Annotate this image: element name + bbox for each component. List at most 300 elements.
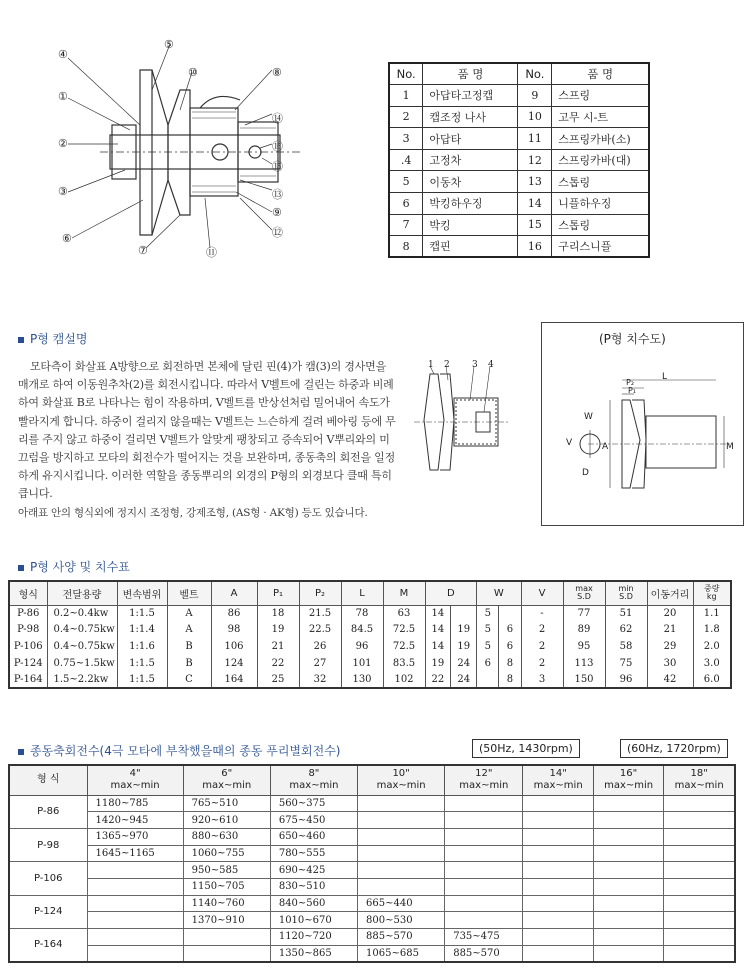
rpm-cell (523, 862, 593, 879)
rpm-cell (87, 945, 183, 962)
rpm-row (9, 895, 735, 912)
spec-cell (451, 605, 477, 622)
spec-cell: P-106 (9, 638, 47, 655)
spec-cell: B (167, 638, 211, 655)
cam-label-1: 1 (428, 360, 434, 370)
spec-cell: 21.5 (299, 605, 341, 622)
spec-cell: 72.5 (383, 622, 425, 639)
dim-label-l: L (662, 372, 668, 382)
spec-cell: 22 (257, 655, 299, 672)
spec-cell: 26 (299, 638, 341, 655)
rpm-type: P-86 (9, 795, 87, 828)
rpm-range-label: max~min (459, 780, 509, 792)
spec-table (8, 580, 732, 689)
spec-cell: P-86 (9, 605, 47, 622)
rpm-cell (445, 895, 523, 912)
spec-cell: 83.5 (383, 655, 425, 672)
spec-cell: 72.5 (383, 638, 425, 655)
spec-row (9, 622, 731, 639)
part-name: 스프링 (552, 85, 649, 107)
spec-cell: 21 (257, 638, 299, 655)
spec-cell (477, 671, 499, 688)
spec-cell: 95 (563, 638, 605, 655)
rpm-size-label: 16" (619, 768, 638, 780)
dimension-drawing (560, 370, 740, 500)
rpm-cell (445, 912, 523, 929)
spec-header: M (383, 581, 425, 605)
spec-cell: 14 (425, 605, 451, 622)
spec-cell: 62 (605, 622, 647, 639)
rpm-cell (664, 945, 735, 962)
rpm-cell (445, 862, 523, 879)
parts-header-no: No. (389, 63, 423, 85)
part-number: 2 (389, 106, 423, 128)
part-name: 캡조정 나사 (423, 106, 518, 128)
rpm-cell (593, 795, 663, 812)
spec-cell: 0.75~1.5kw (47, 655, 117, 672)
spec-cell: 1.8 (693, 622, 731, 639)
rpm-cell (593, 912, 663, 929)
rpm-cell: 1420~945 (87, 812, 183, 829)
rpm-size-label: 10" (392, 768, 410, 780)
spec-cell (499, 605, 521, 622)
rpm-cell (523, 795, 593, 812)
rpm-range-label: max~min (604, 780, 654, 792)
parts-row (389, 193, 649, 215)
part-name: 아답타고정캡 (423, 85, 518, 107)
rpm-cell: 665~440 (358, 895, 445, 912)
spec-cell: 19 (451, 638, 477, 655)
rpm-cell: 1365~970 (87, 828, 183, 845)
part-name: 스프링카바(소) (552, 128, 649, 150)
spec-cell: B (167, 655, 211, 672)
spec-cell: 1:1.5 (117, 655, 167, 672)
spec-cell: 3.0 (693, 655, 731, 672)
spec-cell: 164 (211, 671, 257, 688)
rpm-cell (523, 828, 593, 845)
parts-header-row (389, 63, 649, 85)
rpm-cell: 1060~755 (183, 845, 270, 862)
spec-cell: 75 (605, 655, 647, 672)
spec-cell: 89 (563, 622, 605, 639)
spec-cell: 86 (211, 605, 257, 622)
rpm-header-size (664, 765, 735, 795)
rpm-size-label: 14" (549, 768, 567, 780)
rpm-cell (445, 795, 523, 812)
rpm-header-size (87, 765, 183, 795)
spec-row (9, 605, 731, 622)
spec-header-row (9, 581, 731, 605)
spec-header: 전달용량 (47, 581, 117, 605)
rpm-row (9, 912, 735, 929)
rpm-cell: 920~610 (183, 812, 270, 829)
spec-cell: 101 (341, 655, 383, 672)
rpm-row (9, 795, 735, 812)
spec-cell: 51 (605, 605, 647, 622)
spec-header: 벨트 (167, 581, 211, 605)
rpm-table (8, 764, 736, 963)
spec-cell: 0.4~0.75kw (47, 622, 117, 639)
rpm-range-label: max~min (110, 780, 160, 792)
spec-cell: 6 (499, 638, 521, 655)
spec-cell: 3 (521, 671, 563, 688)
spec-cell: P-164 (9, 671, 47, 688)
rpm-cell (523, 945, 593, 962)
dim-label-d: D (582, 468, 589, 478)
part-number: 13 (518, 171, 552, 193)
part-name: 고무 시-트 (552, 106, 649, 128)
cam-section-title: P형 캠설명 (18, 330, 87, 347)
rpm-cell: 950~585 (183, 862, 270, 879)
cam-label-4: 4 (488, 360, 494, 370)
dim-label-v: V (566, 438, 573, 448)
rpm-range-label: max~min (289, 780, 339, 792)
rpm-size-label: 12" (475, 768, 493, 780)
rpm-cell (664, 795, 735, 812)
spec-cell: P-98 (9, 622, 47, 639)
spec-cell: A (167, 605, 211, 622)
callout-10: ⑩ (188, 66, 198, 79)
callout-5: ⑤ (164, 38, 174, 51)
spec-cell: - (521, 605, 563, 622)
cam-label-3: 3 (472, 360, 478, 370)
spec-row (9, 655, 731, 672)
part-name: 이동차 (423, 171, 518, 193)
parts-row (389, 85, 649, 107)
rpm-header-size (445, 765, 523, 795)
part-name: 고정차 (423, 149, 518, 171)
rpm-cell (358, 862, 445, 879)
part-number: 9 (518, 85, 552, 107)
rpm-row (9, 862, 735, 879)
callout-16: ⑯ (272, 140, 283, 153)
rpm-cell: 650~460 (270, 828, 357, 845)
spec-header: 형식 (9, 581, 47, 605)
spec-cell: 25 (257, 671, 299, 688)
rpm-cell: 885~570 (445, 945, 523, 962)
spec-cell: 20 (647, 605, 693, 622)
spec-cell: 150 (563, 671, 605, 688)
rpm-cell (593, 828, 663, 845)
parts-row (389, 214, 649, 236)
rpm-cell (87, 929, 183, 946)
spec-cell: 78 (341, 605, 383, 622)
spec-header: V (521, 581, 563, 605)
spec-cell: 6.0 (693, 671, 731, 688)
rpm-header-size (358, 765, 445, 795)
spec-cell: 19 (451, 622, 477, 639)
spec-header-min-sd: min S.D (605, 581, 647, 605)
spec-cell: C (167, 671, 211, 688)
rpm-cell: 690~425 (270, 862, 357, 879)
dimension-diagram-title: (P형 치수도) (599, 332, 666, 346)
rpm-cell: 1350~865 (270, 945, 357, 962)
part-name: 스톱링 (552, 171, 649, 193)
rpm-cell: 840~560 (270, 895, 357, 912)
rpm-cell (445, 812, 523, 829)
rpm-cell (358, 795, 445, 812)
rpm-cell: 780~555 (270, 845, 357, 862)
rpm-cell (664, 862, 735, 879)
rpm-range-label: max~min (376, 780, 426, 792)
rpm-type: P-106 (9, 862, 87, 895)
rpm-header-size (523, 765, 593, 795)
parts-row (389, 106, 649, 128)
spec-cell: 5 (477, 605, 499, 622)
parts-table (388, 62, 650, 258)
rpm-header-row (9, 765, 735, 795)
spec-cell: 1:1.6 (117, 638, 167, 655)
parts-row (389, 171, 649, 193)
spec-header: W (477, 581, 521, 605)
rpm-cell (183, 945, 270, 962)
spec-header: D (425, 581, 477, 605)
rpm-section-title: 종동축회전수(4극 모타에 부착했을때의 종동 푸리별회전수) (18, 742, 340, 759)
rpm-cell (445, 845, 523, 862)
spec-cell: 32 (299, 671, 341, 688)
rpm-cell (664, 812, 735, 829)
spec-cell: A (167, 622, 211, 639)
rpm-cell (183, 929, 270, 946)
rpm-size-label: 8" (308, 768, 320, 780)
rpm-range-label: max~min (674, 780, 724, 792)
spec-cell: 0.2~0.4kw (47, 605, 117, 622)
rpm-cell (87, 862, 183, 879)
rpm-cell: 560~375 (270, 795, 357, 812)
callout-15: ⑮ (272, 160, 283, 173)
rpm-cell (523, 878, 593, 895)
rpm-cell (593, 845, 663, 862)
spec-cell: 22.5 (299, 622, 341, 639)
spec-cell: 6 (477, 655, 499, 672)
rpm-cell: 1140~760 (183, 895, 270, 912)
rpm-cell: 885~570 (358, 929, 445, 946)
rpm-cell: 830~510 (270, 878, 357, 895)
spec-cell: 5 (477, 638, 499, 655)
spec-header: P₂ (299, 581, 341, 605)
spec-cell: 2 (521, 655, 563, 672)
rpm-cell: 880~630 (183, 828, 270, 845)
dim-label-a: A (602, 442, 609, 452)
part-number: 12 (518, 149, 552, 171)
rpm-cell (593, 862, 663, 879)
spec-cell: 84.5 (341, 622, 383, 639)
spec-cell: 2.0 (693, 638, 731, 655)
spec-header: A (211, 581, 257, 605)
part-number: 15 (518, 214, 552, 236)
rpm-cell (664, 845, 735, 862)
part-name: 니플하우징 (552, 193, 649, 215)
part-number: .4 (389, 149, 423, 171)
spec-cell: 0.4~0.75kw (47, 638, 117, 655)
part-number: 7 (389, 214, 423, 236)
rpm-cell (593, 945, 663, 962)
rpm-type: P-164 (9, 929, 87, 962)
rpm-row (9, 878, 735, 895)
rpm-row (9, 845, 735, 862)
spec-header: 이동거리 (647, 581, 693, 605)
spec-cell: 58 (605, 638, 647, 655)
rpm-cell (358, 845, 445, 862)
callout-6: ⑥ (62, 232, 72, 245)
part-number: 6 (389, 193, 423, 215)
callout-7: ⑦ (138, 244, 148, 257)
spec-header-max-sd: max S.D (563, 581, 605, 605)
dim-label-w: W (584, 412, 593, 422)
rpm-cell (523, 912, 593, 929)
spec-cell: 124 (211, 655, 257, 672)
part-number: 8 (389, 236, 423, 258)
rpm-cell: 765~510 (183, 795, 270, 812)
callout-2: ② (58, 137, 68, 150)
part-number: 1 (389, 85, 423, 107)
parts-header-no: No. (518, 63, 552, 85)
spec-header: P₁ (257, 581, 299, 605)
rpm-header-size (270, 765, 357, 795)
spec-cell: 21 (647, 622, 693, 639)
spec-cell: 96 (341, 638, 383, 655)
spec-cell: 42 (647, 671, 693, 688)
spec-cell: 14 (425, 638, 451, 655)
callout-12: ⑫ (272, 226, 283, 239)
callout-14: ⑭ (272, 112, 283, 125)
rpm-cell: 735~475 (445, 929, 523, 946)
part-name: 박킹 (423, 214, 518, 236)
spec-row (9, 671, 731, 688)
dim-label-p2: P₂ (626, 378, 635, 387)
cam-paragraph: 모타측이 화살표 A방향으로 회전하면 본체에 달린 핀(4)가 캠(3)의 경사면을 매개로 하여 이동원추차(2)를 회전시킵니다. 따라서 V벨트에 걸린는 하중과 비례하여 화살표 B로 나타나는 힘이 작용하며, V벨트를 반상선처럼 밀어내어 속도가 빨라지게 합니다. 하중이 걸리지 않을때는 V벨트는 느슨하게 걸려 베아링 등에 무리를 주지 않고 하중이 걸리면 V벨트가 알맞게 팽창되고 증속되어 V뿌리와의 미끄럼을 방지하고 모타의 회전수가 떨어지는 것을 보완하며, 종동축의 회전을 일정하게 유지시킵니다. 이러한 역할을 종동뿌리의 외경의 P형의 외경보다 클때 특히 큽니다. (18, 360, 396, 501)
rpm-row (9, 812, 735, 829)
callout-11: ⑪ (206, 246, 217, 259)
spec-cell: 2 (521, 638, 563, 655)
part-name: 스프링카바(대) (552, 149, 649, 171)
dim-label-m: M (726, 442, 734, 452)
rpm-cell: 1120~720 (270, 929, 357, 946)
rpm-size-label: 4" (129, 768, 141, 780)
spec-cell: 106 (211, 638, 257, 655)
spec-cell: 2 (521, 622, 563, 639)
dim-label-p1: P₁ (628, 386, 637, 395)
spec-cell: 1.5~2.2kw (47, 671, 117, 688)
rpm-cell (87, 912, 183, 929)
cam-label-2: 2 (444, 360, 450, 370)
rpm-cell: 1370~910 (183, 912, 270, 929)
rpm-type: P-98 (9, 828, 87, 861)
rpm-cell (593, 812, 663, 829)
part-number: 3 (389, 128, 423, 150)
rpm-cell (87, 895, 183, 912)
spec-cell: 98 (211, 622, 257, 639)
part-number: 16 (518, 236, 552, 258)
spec-cell: 27 (299, 655, 341, 672)
spec-cell: 8 (499, 671, 521, 688)
spec-cell: 63 (383, 605, 425, 622)
spec-cell: 19 (425, 655, 451, 672)
rpm-row (9, 828, 735, 845)
spec-cell: 14 (425, 622, 451, 639)
rpm-cell: 1010~670 (270, 912, 357, 929)
callout-13: ⑬ (272, 188, 283, 201)
rpm-cell (664, 929, 735, 946)
rpm-header-size (183, 765, 270, 795)
rpm-size-label: 18" (690, 768, 708, 780)
spec-cell: 24 (451, 655, 477, 672)
spec-section-title: P형 사양 및 치수표 (18, 558, 130, 575)
parts-header-name: 품 명 (552, 63, 649, 85)
part-name: 박킹하우징 (423, 193, 518, 215)
rpm-cell: 1150~705 (183, 878, 270, 895)
rpm-range-label: max~min (533, 780, 583, 792)
part-number: 11 (518, 128, 552, 150)
spec-cell: 6 (499, 622, 521, 639)
part-name: 캡핀 (423, 236, 518, 258)
rpm-cell: 800~530 (358, 912, 445, 929)
spec-cell: 1:1.5 (117, 671, 167, 688)
cam-note: 아래표 안의 형식외에 정지시 조정형, 강제조형, (AS형 · AK형) 등도 있습니다. (18, 506, 368, 519)
spec-cell: 96 (605, 671, 647, 688)
rpm-cell: 675~450 (270, 812, 357, 829)
spec-cell: 30 (647, 655, 693, 672)
part-number: 10 (518, 106, 552, 128)
spec-cell: 130 (341, 671, 383, 688)
spec-cell: 8 (499, 655, 521, 672)
spec-header-weight: 중량 kg (693, 581, 731, 605)
rpm-header-type: 형 식 (9, 765, 87, 795)
spec-cell: 77 (563, 605, 605, 622)
part-name: 스톱링 (552, 214, 649, 236)
callout-4: ④ (58, 48, 68, 61)
rpm-cell: 1180~785 (87, 795, 183, 812)
rpm-cell (523, 845, 593, 862)
hz60-label: (60Hz, 1720rpm) (620, 739, 728, 758)
rpm-cell (358, 812, 445, 829)
spec-cell: 18 (257, 605, 299, 622)
part-number: 5 (389, 171, 423, 193)
callout-3: ③ (58, 185, 68, 198)
rpm-cell (445, 828, 523, 845)
rpm-cell (664, 895, 735, 912)
spec-cell: 1:1.4 (117, 622, 167, 639)
rpm-cell (593, 895, 663, 912)
rpm-cell (523, 812, 593, 829)
parts-header-name: 품 명 (423, 63, 518, 85)
rpm-type: P-124 (9, 895, 87, 928)
rpm-cell (664, 912, 735, 929)
spec-row (9, 638, 731, 655)
spec-cell: 24 (451, 671, 477, 688)
rpm-cell (358, 828, 445, 845)
rpm-cell (593, 878, 663, 895)
spec-cell: 22 (425, 671, 451, 688)
rpm-range-label: max~min (202, 780, 252, 792)
spec-cell: 19 (257, 622, 299, 639)
cam-description (18, 358, 398, 522)
spec-cell: 5 (477, 622, 499, 639)
spec-cell: 29 (647, 638, 693, 655)
spec-header: L (341, 581, 383, 605)
rpm-size-label: 6" (221, 768, 233, 780)
rpm-cell (445, 878, 523, 895)
callout-9: ⑨ (272, 206, 282, 219)
part-number: 14 (518, 193, 552, 215)
cam-diagram (410, 360, 515, 485)
rpm-cell (664, 878, 735, 895)
rpm-cell (523, 929, 593, 946)
parts-row (389, 149, 649, 171)
callout-1: ① (58, 90, 68, 103)
rpm-cell (593, 929, 663, 946)
parts-row (389, 128, 649, 150)
